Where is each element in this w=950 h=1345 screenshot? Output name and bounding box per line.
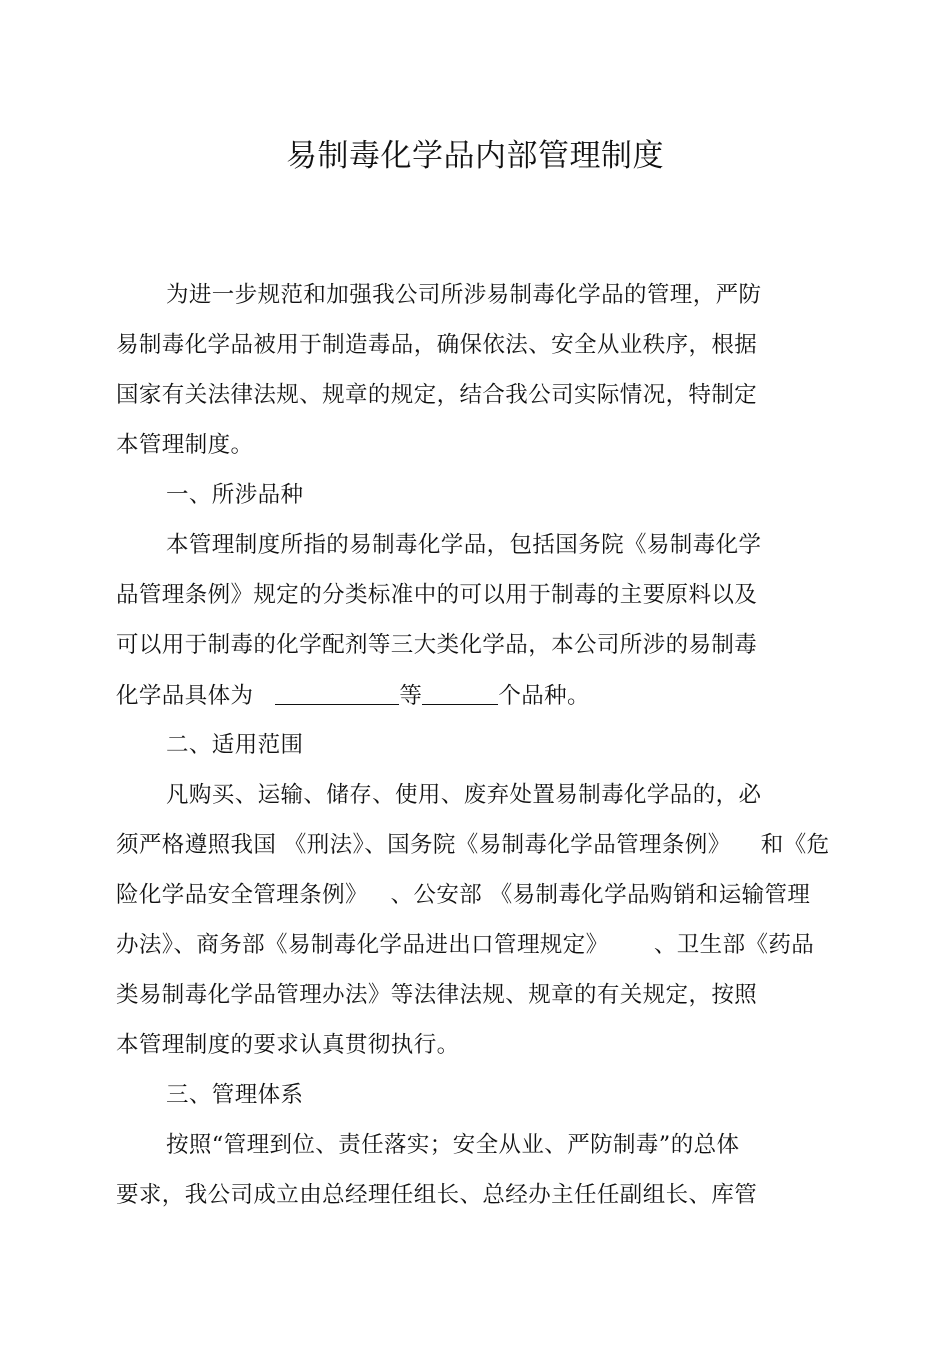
section-2-line-2: 须严格遵照我国 《刑法》、国务院《易制毒化学品管理条例》 和《危 — [116, 832, 830, 858]
section-3-heading: 三、管理体系 — [166, 1082, 304, 1108]
fill-line-prefix: 化学品具体为 — [116, 683, 254, 709]
section-2-line-1: 凡购买、运输、储存、使用、废弃处置易制毒化学品的，必 — [166, 782, 762, 808]
document-title: 易制毒化学品内部管理制度 — [286, 138, 664, 174]
fill-line-middle: 等 — [399, 683, 423, 709]
section-1-line-1: 本管理制度所指的易制毒化学品，包括国务院《易制毒化学 — [166, 532, 762, 558]
intro-line-4: 本管理制度。 — [116, 432, 254, 458]
fill-blank-products[interactable] — [275, 680, 399, 705]
section-2-line-6: 本管理制度的要求认真贯彻执行。 — [116, 1032, 460, 1058]
fill-line-suffix: 个品种。 — [498, 683, 590, 709]
section-2-line-3: 险化学品安全管理条例》 、公安部 《易制毒化学品购销和运输管理 — [116, 882, 811, 908]
section-1-heading: 一、所涉品种 — [166, 482, 304, 508]
section-1-line-2: 品管理条例》规定的分类标准中的可以用于制毒的主要原料以及 — [116, 582, 758, 608]
intro-line-1: 为进一步规范和加强我公司所涉易制毒化学品的管理，严防 — [166, 282, 762, 308]
section-1-line-3: 可以用于制毒的化学配剂等三大类化学品，本公司所涉的易制毒 — [116, 632, 758, 658]
fill-blank-count[interactable] — [422, 680, 498, 705]
intro-line-2: 易制毒化学品被用于制造毒品，确保依法、安全从业秩序，根据 — [116, 332, 758, 358]
section-3-line-2: 要求，我公司成立由总经理任组长、总经办主任任副组长、库管 — [116, 1182, 758, 1208]
section-2-line-5: 类易制毒化学品管理办法》等法律法规、规章的有关规定，按照 — [116, 982, 758, 1008]
section-3-line-1: 按照“管理到位、责任落实；安全从业、严防制毒”的总体 — [166, 1132, 740, 1158]
section-2-line-4: 办法》、商务部《易制毒化学品进出口管理规定》 、卫生部《药品 — [116, 932, 815, 958]
intro-line-3: 国家有关法律法规、规章的规定，结合我公司实际情况，特制定 — [116, 382, 758, 408]
section-1-fill-line — [116, 680, 590, 711]
section-2-heading: 二、适用范围 — [166, 732, 304, 758]
